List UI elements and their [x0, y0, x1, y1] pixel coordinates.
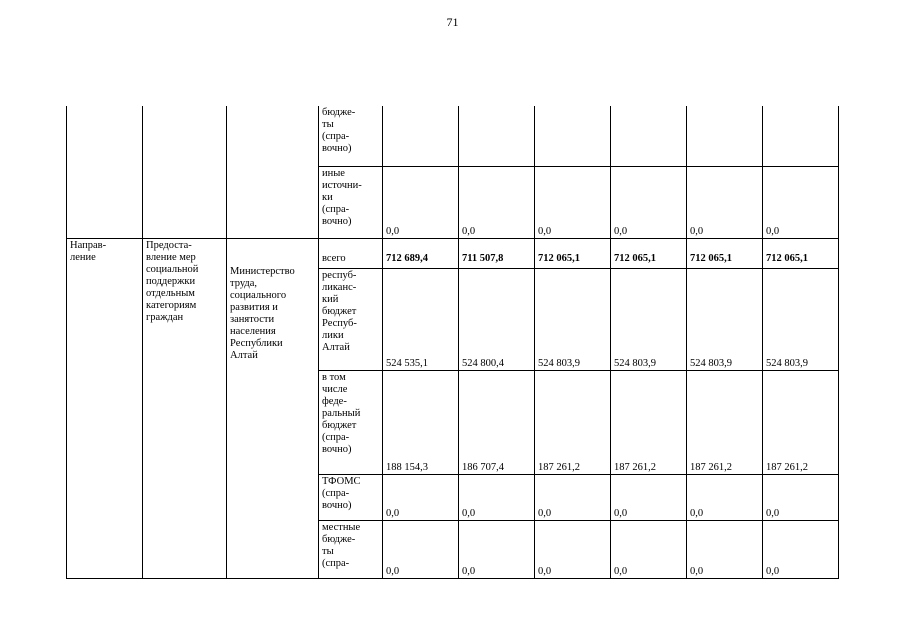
value-cell: 0,0 — [383, 520, 459, 578]
value-cell: 524 803,9 — [687, 268, 763, 370]
value-cell: 0,0 — [383, 166, 459, 238]
value-cell: 0,0 — [763, 520, 839, 578]
executor-cell: Министерство труда, социального развития и занятости населения Республики Алтай — [227, 238, 319, 578]
source-label: респуб- ликанс- кий бюджет Респуб- лики Алтай — [319, 268, 383, 370]
source-label: в том числе феде- ральный бюджет (спра- вочно) — [319, 370, 383, 474]
value-cell: 0,0 — [459, 474, 535, 520]
value-cell: 0,0 — [459, 166, 535, 238]
value-cell — [459, 106, 535, 166]
value-cell: 0,0 — [763, 166, 839, 238]
source-label: местные бюдже- ты (спра- — [319, 520, 383, 578]
value-cell: 0,0 — [535, 166, 611, 238]
value-cell: 711 507,8 — [459, 238, 535, 268]
value-cell — [383, 106, 459, 166]
value-cell: 187 261,2 — [763, 370, 839, 474]
value-cell — [535, 106, 611, 166]
value-cell: 524 803,9 — [535, 268, 611, 370]
source-label: ТФОМС (спра- вочно) — [319, 474, 383, 520]
value-cell: 188 154,3 — [383, 370, 459, 474]
value-cell: 0,0 — [611, 166, 687, 238]
budget-table — [66, 106, 839, 579]
value-cell: 0,0 — [687, 166, 763, 238]
value-cell — [687, 106, 763, 166]
source-label: всего — [319, 238, 383, 268]
name-cell-empty — [143, 106, 227, 238]
value-cell: 712 065,1 — [611, 238, 687, 268]
name-cell: Предоста- вление мер социальной поддержки отдельным категориям граждан — [143, 238, 227, 578]
source-label: иные источни- ки (спра- вочно) — [319, 166, 383, 238]
value-cell: 187 261,2 — [535, 370, 611, 474]
value-cell: 0,0 — [687, 520, 763, 578]
value-cell: 524 803,9 — [763, 268, 839, 370]
type-cell-empty — [67, 106, 143, 238]
source-label: бюдже- ты (спра- вочно) — [319, 106, 383, 166]
value-cell: 0,0 — [763, 474, 839, 520]
page-number: 71 — [446, 15, 459, 29]
type-cell: Направ- ление — [67, 238, 143, 578]
value-cell: 0,0 — [459, 520, 535, 578]
table-row — [67, 106, 839, 166]
value-cell: 712 065,1 — [687, 238, 763, 268]
value-cell: 186 707,4 — [459, 370, 535, 474]
value-cell: 0,0 — [611, 474, 687, 520]
value-cell: 0,0 — [535, 520, 611, 578]
value-cell: 712 065,1 — [535, 238, 611, 268]
executor-cell-empty — [227, 106, 319, 238]
value-cell: 0,0 — [611, 520, 687, 578]
value-cell: 0,0 — [535, 474, 611, 520]
value-cell: 524 800,4 — [459, 268, 535, 370]
value-cell: 524 803,9 — [611, 268, 687, 370]
value-cell: 712 689,4 — [383, 238, 459, 268]
value-cell: 0,0 — [383, 474, 459, 520]
value-cell: 712 065,1 — [763, 238, 839, 268]
value-cell: 0,0 — [687, 474, 763, 520]
value-cell: 187 261,2 — [687, 370, 763, 474]
table-row — [67, 238, 839, 268]
value-cell: 524 535,1 — [383, 268, 459, 370]
value-cell: 187 261,2 — [611, 370, 687, 474]
value-cell — [611, 106, 687, 166]
value-cell — [763, 106, 839, 166]
